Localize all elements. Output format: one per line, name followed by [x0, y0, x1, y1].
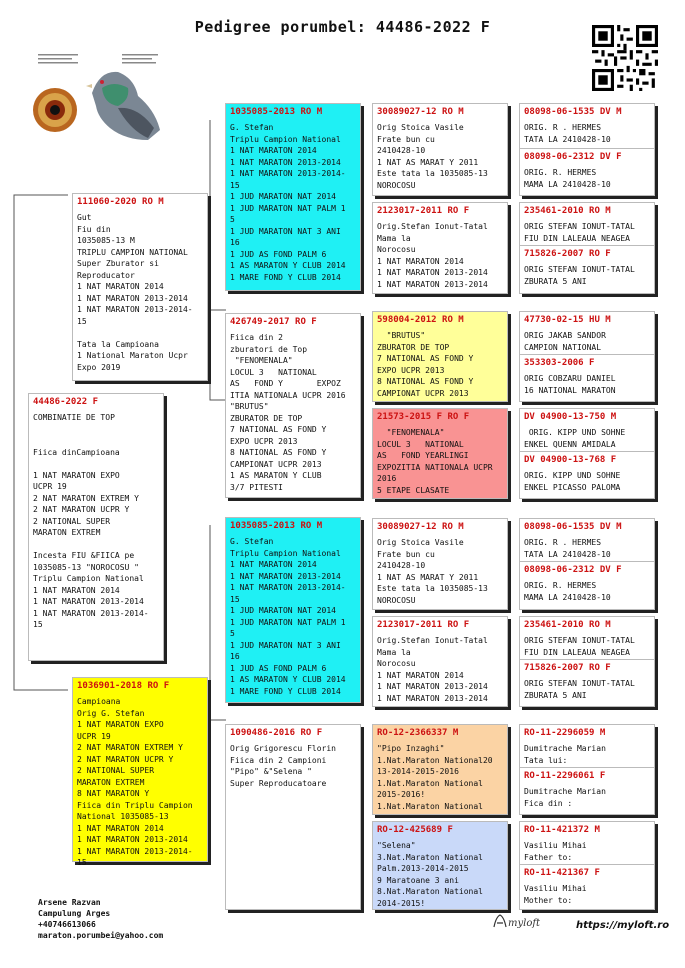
pigeon-notes: G. Stefan Triplu Campion National 1 NAT MARATON 2014 1 NAT MARATON 2013-2014 1 NAT MARATON 2013-2014- 15 1 JUD MARATON NAT 2014 1 JUD MARATON NAT PALM 1 5 1 JUD MARATON NAT 3 ANI 16 1 JUD AS FOND PALM 6 1 AS MARATON Y CLUB 2014 1 MARE FOND Y CLUB 2014	[230, 537, 346, 696]
pigeon-card-gen4[interactable]	[524, 771, 650, 809]
divider	[520, 451, 654, 452]
pigeon-notes: ORIG. KIPP UND SOHNE ENKEL QUENN AMIDALA	[524, 428, 626, 449]
owner-phone: +40746613066	[38, 920, 96, 929]
pigeon-ring: 715826-2007 RO F	[524, 663, 611, 673]
pigeon-card-gen3[interactable]	[372, 408, 508, 499]
pigeon-card-gen3[interactable]	[372, 821, 508, 910]
pigeon-ring: 1035085-2013 RO M	[230, 521, 323, 531]
pigeon-notes: ORIG. R . HERMES TATA LA 2410428-10	[524, 123, 611, 144]
pigeon-pair-gen4	[519, 821, 655, 910]
pigeon-notes: ORIG. R. HERMES MAMA LA 2410428-10	[524, 168, 611, 189]
pigeon-ring: 598004-2012 RO M	[377, 315, 464, 325]
pigeon-pair-gen4	[519, 311, 655, 402]
pigeon-ring: 1090486-2016 RO F	[230, 728, 323, 738]
pigeon-ring: 426749-2017 RO F	[230, 317, 317, 327]
pigeon-notes: ORIG STEFAN IONUT-TATAL ZBURATA 5 ANI	[524, 679, 635, 700]
pigeon-ring: 715826-2007 RO F	[524, 249, 611, 259]
pigeon-card-gen2[interactable]	[225, 313, 361, 498]
pigeon-card-gen3[interactable]	[372, 616, 508, 707]
page-title: Pedigree porumbel: 44486-2022 F	[194, 18, 491, 36]
pigeon-notes: Orig.Stefan Ionut-Tatal Mama la Norocosu 1 NAT MARATON 2014 1 NAT MARATON 2013-2014 1 NAT MARATON 2013-2014	[377, 222, 488, 289]
pigeon-card-gen4[interactable]	[524, 315, 650, 353]
brand-name: myloft	[508, 918, 541, 929]
pigeon-card-gen4[interactable]	[524, 728, 650, 766]
pigeon-ring: 08098-06-1535 DV M	[524, 107, 622, 117]
divider	[520, 148, 654, 149]
pigeon-card-gen4[interactable]	[524, 522, 650, 560]
pigeon-notes: G. Stefan Triplu Campion National 1 NAT MARATON 2014 1 NAT MARATON 2013-2014 1 NAT MARATON 2013-2014- 15 1 JUD MARATON NAT 2014 1 JUD MARATON NAT PALM 1 5 1 JUD MARATON NAT 3 ANI 16 1 JUD AS FOND PALM 6 1 AS MARATON Y CLUB 2014 1 MARE FOND Y CLUB 2014	[230, 123, 346, 282]
pigeon-card-gen3[interactable]	[372, 311, 508, 402]
pigeon-pair-gen4	[519, 202, 655, 294]
pigeon-notes: Fiica din 2 zburatori de Top "FENOMENALA" LOCUL 3 NATIONAL AS FOND Y EXPOZ ITIA NATIONALA UCPR 2016 "BRUTUS" ZBURATOR DE TOP 7 NATIONAL AS FOND Y EXPO UCPR 2013 8 NATIONAL AS FOND Y CAMPIONAT UCPR 2013 1 AS MARATON Y CLUB 3/7 PITESTI	[230, 333, 346, 492]
pigeon-notes: Dumitrache Marian Tata lui:	[524, 744, 606, 765]
pigeon-card-gen4[interactable]	[524, 107, 650, 145]
pigeon-ring: 47730-02-15 HU M	[524, 315, 611, 325]
pigeon-ring: 08098-06-2312 DV F	[524, 152, 622, 162]
pigeon-ring: RO-12-2366337 M	[377, 728, 459, 738]
pigeon-ring: 235461-2010 RO M	[524, 206, 611, 216]
pigeon-card-gen4[interactable]	[524, 152, 650, 190]
pigeon-notes: "FENOMENALA" LOCUL 3 NATIONAL AS FOND YEARLINGI EXPOZITIA NATIONALA UCPR 2016 5 ETAPE CLASATE	[377, 428, 493, 495]
pigeon-pair-gen4	[519, 616, 655, 707]
pigeon-ring: 08098-06-2312 DV F	[524, 565, 622, 575]
pigeon-card-gen3[interactable]	[372, 202, 508, 294]
pigeon-notes: "Selena" 3.Nat.Maraton National Palm.2013-2014-2015 9 Maratoane 3 ani 8.Nat.Maraton National 2014-2015!	[377, 841, 483, 908]
pigeon-ring: RO-11-2296061 F	[524, 771, 606, 781]
pigeon-pair-gen4	[519, 724, 655, 815]
pigeon-ring: 111060-2020 RO M	[77, 197, 164, 207]
pigeon-card-gen4[interactable]	[524, 825, 650, 863]
pigeon-ring: 1036901-2018 RO F	[77, 681, 170, 691]
pigeon-ring: RO-11-421372 M	[524, 825, 600, 835]
pigeon-notes: ORIG COBZARU DANIEL 16 NATIONAL MARATON	[524, 374, 616, 395]
pigeon-notes: ORIG STEFAN IONUT-TATAL FIU DIN LALEAUA NEAGEA	[524, 636, 635, 657]
pigeon-ring: 235461-2010 RO M	[524, 620, 611, 630]
pigeon-ring: 353303-2006 F	[524, 358, 595, 368]
pigeon-ring: 2123017-2011 RO F	[377, 206, 470, 216]
pigeon-notes: ORIG. R . HERMES TATA LA 2410428-10	[524, 538, 611, 559]
pigeon-notes: "Pipo Inzaghi" 1.Nat.Maraton National20 13-2014-2015-2016 1.Nat.Maraton National 2015-2016! 1.Nat.Maraton National	[377, 744, 493, 811]
pigeon-card-gen2[interactable]	[225, 724, 361, 910]
pigeon-notes: Orig Grigorescu Florin Fiica din 2 Campioni "Pipo" &"Selena " Super Reproducatoare	[230, 744, 336, 788]
owner-email[interactable]: maraton.porumbei@yahoo.com	[38, 931, 164, 940]
pigeon-notes: Vasiliu Mihai Father to:	[524, 841, 587, 862]
pigeon-card-gen4[interactable]	[524, 620, 650, 658]
pigeon-ring: RO-11-421367 F	[524, 868, 600, 878]
pigeon-card-gen4[interactable]	[524, 249, 650, 287]
pigeon-ring: RO-11-2296059 M	[524, 728, 606, 738]
pigeon-notes: Vasiliu Mihai Mother to:	[524, 884, 587, 905]
pigeon-card-gen2[interactable]	[225, 517, 361, 703]
pigeon-card-sire[interactable]	[72, 193, 208, 381]
pigeon-card-gen3[interactable]	[372, 724, 508, 815]
divider	[520, 245, 654, 246]
pigeon-notes: Campioana Orig G. Stefan 1 NAT MARATON EXPO UCPR 19 2 NAT MARATON EXTREM Y 2 NAT MARATON UCPR Y 2 NATIONAL SUPER MARATON EXTREM 8 NAT MARATON Y Fiica din Triplu Campion National 1035085-13 1 NAT MARATON 2014 1 NAT MARATON 2013-2014 1 NAT MARATON 2013-2014- 15	[77, 697, 193, 867]
pigeon-notes: Orig Stoica Vasile Frate bun cu 2410428-10 1 NAT AS MARAT Y 2011 Este tata la 1035085-13 NOROCOSU	[377, 538, 488, 605]
pigeon-pair-gen4	[519, 103, 655, 196]
pigeon-notes: Gut Fiu din 1035085-13 M TRIPLU CAMPION NATIONAL Super Zburator si Reproducator 1 NAT MARATON 2014 1 NAT MARATON 2013-2014 1 NAT MARATON 2013-2014- 15 Tata la Campioana 1 National Maraton Ucpr Expo 2019	[77, 213, 193, 372]
pigeon-card-gen4[interactable]	[524, 565, 650, 603]
owner-info	[38, 897, 163, 941]
pigeon-notes: ORIG STEFAN IONUT-TATAL ZBURATA 5 ANI	[524, 265, 635, 286]
pigeon-notes: "BRUTUS" ZBURATOR DE TOP 7 NATIONAL AS FOND Y EXPO UCPR 2013 8 NATIONAL AS FOND Y CAMPIONAT UCPR 2013	[377, 331, 474, 398]
pigeon-pair-gen4	[519, 518, 655, 610]
pigeon-card-gen4[interactable]	[524, 663, 650, 701]
site-link[interactable]: https://myloft.ro	[576, 920, 670, 931]
divider	[520, 864, 654, 865]
pigeon-notes: ORIG. KIPP UND SOHNE ENKEL PICASSO PALOMA	[524, 471, 621, 492]
pigeon-ring: 21573-2015 F RO F	[377, 412, 470, 422]
pigeon-ring: DV 04900-13-768 F	[524, 455, 617, 465]
divider	[520, 659, 654, 660]
pigeon-card-gen3[interactable]	[372, 103, 508, 196]
pigeon-ring: 2123017-2011 RO F	[377, 620, 470, 630]
pigeon-card-gen2[interactable]	[225, 103, 361, 291]
pigeon-card-gen4[interactable]	[524, 206, 650, 244]
pigeon-card-gen4[interactable]	[524, 868, 650, 906]
pigeon-notes: ORIG JAKAB SANDOR CAMPION NATIONAL	[524, 331, 606, 352]
pigeon-notes: COMBINATIE DE TOP Fiica dinCampioana 1 NAT MARATON EXPO UCPR 19 2 NAT MARATON EXTREM Y 2 NAT MARATON UCPR Y 2 NATIONAL SUPER MARATON EXTREM Incesta FIU &FIICA pe 1035085-13 "NOROCOSU " Triplu Campion National 1 NAT MARATON 2014 1 NAT MARATON 2013-2014 1 NAT MARATON 2013-2014- 15	[33, 413, 149, 629]
pigeon-ring: 30089027-12 RO M	[377, 107, 464, 117]
pigeon-card-dam[interactable]	[72, 677, 208, 867]
pigeon-ring: 1035085-2013 RO M	[230, 107, 323, 117]
pigeon-notes: Orig.Stefan Ionut-Tatal Mama la Norocosu 1 NAT MARATON 2014 1 NAT MARATON 2013-2014 1 NAT MARATON 2013-2014	[377, 636, 488, 703]
pigeon-card-gen4[interactable]	[524, 455, 650, 493]
divider	[520, 767, 654, 768]
pigeon-ring: DV 04900-13-750 M	[524, 412, 617, 422]
divider	[520, 354, 654, 355]
pigeon-notes: Orig Stoica Vasile Frate bun cu 2410428-10 1 NAT AS MARAT Y 2011 Este tata la 1035085-13 NOROCOSU	[377, 123, 488, 190]
myloft-logo-icon	[492, 913, 508, 931]
pigeon-card-gen4[interactable]	[524, 358, 650, 396]
divider	[520, 561, 654, 562]
pigeon-ring: 30089027-12 RO M	[377, 522, 464, 532]
owner-name: Arsene Razvan	[38, 898, 101, 907]
pigeon-ring: 44486-2022 F	[33, 397, 99, 407]
pigeon-notes: ORIG STEFAN IONUT-TATAL FIU DIN LALEAUA NEAGEA	[524, 222, 635, 243]
pigeon-card-subject[interactable]	[28, 393, 164, 661]
pigeon-card-gen3[interactable]	[372, 518, 508, 610]
pigeon-card-gen4[interactable]	[524, 412, 650, 450]
owner-city: Campulung Arges	[38, 909, 111, 918]
pigeon-ring: 08098-06-1535 DV M	[524, 522, 622, 532]
pigeon-ring: RO-12-425689 F	[377, 825, 453, 835]
pigeon-notes: ORIG. R. HERMES MAMA LA 2410428-10	[524, 581, 611, 602]
pigeon-pair-gen4	[519, 408, 655, 499]
pigeon-notes: Dumitrache Marian Fica din :	[524, 787, 606, 808]
